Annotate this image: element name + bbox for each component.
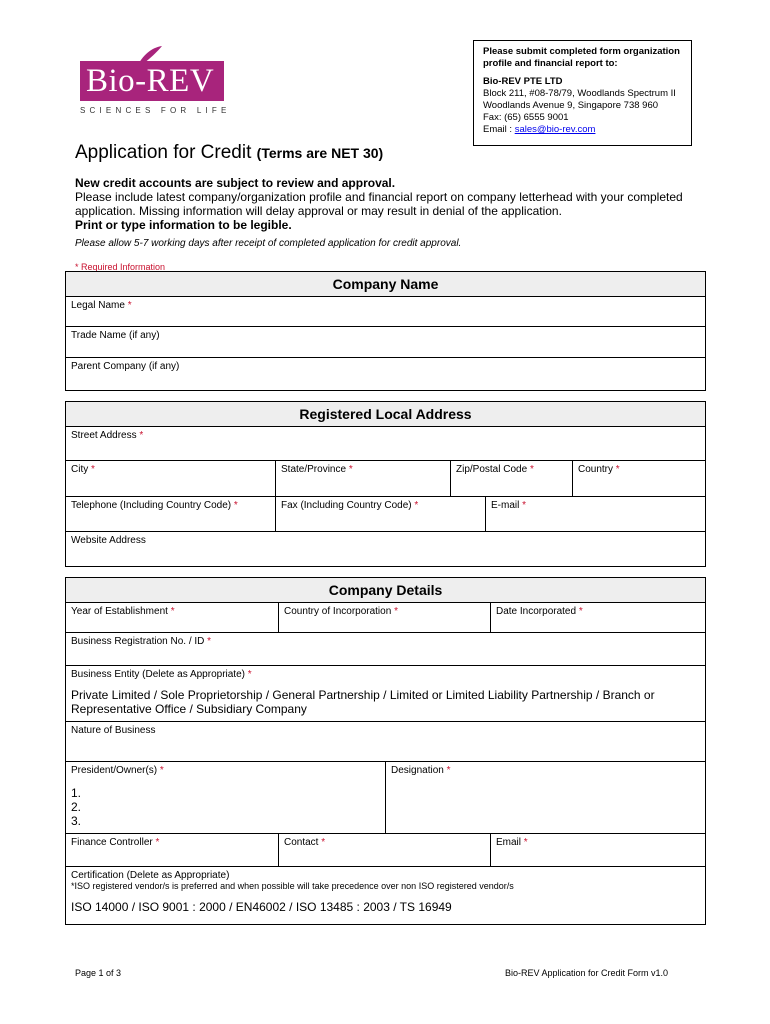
nature-row: [66, 722, 705, 762]
zip-field[interactable]: Zip/Postal Code *: [451, 461, 573, 496]
submit-address-2: Woodlands Avenue 9, Singapore 738 960: [483, 100, 659, 111]
intro-line-3: Print or type information to be legible.: [75, 218, 292, 232]
owner-list-1: 1.: [71, 786, 82, 800]
trade-name-field[interactable]: Trade Name (if any): [71, 330, 160, 341]
state-field[interactable]: State/Province *: [276, 461, 451, 496]
date-incorporated-field[interactable]: Date Incorporated *: [496, 606, 583, 617]
intro-line-1: New credit accounts are subject to review and approval.: [75, 176, 396, 190]
submit-company: Bio-REV PTE LTD: [483, 76, 563, 87]
country-field[interactable]: Country *: [578, 464, 620, 475]
trade-name-row: [66, 327, 705, 358]
owner-list-3: 3.: [71, 814, 82, 828]
submission-info-box: [473, 40, 692, 146]
finance-email-field[interactable]: Email *: [496, 837, 528, 848]
president-owner-field[interactable]: President/Owner(s) * 1. 2. 3.: [66, 762, 386, 833]
submit-email-link[interactable]: sales@bio-rev.com: [514, 124, 596, 135]
parent-company-row: [66, 358, 705, 390]
page-number: Page 1 of 3: [75, 968, 122, 978]
certification-field[interactable]: [66, 867, 705, 924]
finance-row: [66, 834, 705, 867]
city-field[interactable]: City *: [66, 461, 276, 496]
entity-row: [66, 666, 705, 722]
telephone-field[interactable]: Telephone (Including Country Code) *: [66, 497, 276, 531]
street-address-field[interactable]: Street Address *: [71, 430, 144, 441]
page-title: [75, 142, 383, 164]
president-row: [66, 762, 705, 834]
email-field[interactable]: E-mail *: [491, 500, 527, 511]
street-row: [66, 427, 705, 461]
legal-name-row: [66, 297, 705, 327]
intro-line-2: Please include latest company/organization profile and financial report on company letterhead with your completed application. Missing information will delay approval or may result in denial of the application.: [75, 190, 683, 218]
logo-name: Bio-REV: [80, 61, 224, 101]
year-established-field[interactable]: Year of Establishment *: [66, 603, 279, 632]
intro-text: [75, 176, 695, 232]
submit-address-1: Block 211, #08-78/79, Woodlands Spectrum II: [483, 88, 676, 99]
website-field[interactable]: Website Address: [71, 535, 146, 546]
company-name-heading: Company Name: [66, 272, 705, 297]
registered-address-section: [65, 401, 706, 567]
registered-address-heading: Registered Local Address: [66, 402, 705, 427]
nature-of-business-field[interactable]: Nature of Business: [71, 725, 156, 736]
certification-label: Certification (Delete as Appropriate): [71, 870, 230, 881]
logo-tagline: SCIENCES FOR LIFE: [80, 106, 231, 115]
submit-email-label: Email :: [483, 124, 515, 135]
form-version: Bio-REV Application for Credit Form v1.0: [505, 968, 669, 978]
submit-email-line: [483, 124, 682, 136]
fax-field[interactable]: Fax (Including Country Code) *: [276, 497, 486, 531]
owner-list-2: 2.: [71, 800, 82, 814]
city-row: [66, 461, 705, 497]
iso-note: *ISO registered vendor/s is preferred and when possible will take precedence over non ISO registered vendor/s: [71, 881, 514, 891]
bio-rev-logo: [76, 43, 232, 121]
title-sub: (Terms are NET 30): [256, 145, 384, 161]
legal-name-field[interactable]: Legal Name *: [71, 300, 132, 311]
business-entity-field[interactable]: Business Entity (Delete as Appropriate) * Private Limited / Sole Proprietorship / General Partnership / Limited or Limited Liability Partnership / Branch or Representative Office / Subsidiary Company: [66, 666, 705, 721]
business-registration-field[interactable]: Business Registration No. / ID *: [71, 636, 212, 647]
certification-row: [66, 867, 705, 924]
company-details-heading: Company Details: [66, 578, 705, 603]
finance-controller-field[interactable]: Finance Controller *: [66, 834, 279, 866]
company-details-section: [65, 577, 706, 925]
company-name-section: [65, 271, 706, 391]
contact-field[interactable]: Contact *: [279, 834, 491, 866]
required-note: * Required Information: [75, 262, 166, 272]
designation-field[interactable]: Designation *: [391, 765, 451, 776]
phone-row: [66, 497, 705, 532]
website-row: [66, 532, 705, 566]
approval-note: Please allow 5-7 working days after receipt of completed application for credit approval.: [75, 238, 462, 249]
title-main: Application for Credit: [75, 142, 252, 163]
submit-heading: Please submit completed form organization profile and financial report to:: [483, 46, 680, 69]
parent-company-field[interactable]: Parent Company (if any): [71, 361, 180, 372]
brn-row: [66, 633, 705, 666]
establishment-row: [66, 603, 705, 633]
submit-fax: Fax: (65) 6555 9001: [483, 112, 569, 123]
country-incorporation-field[interactable]: Country of Incorporation *: [279, 603, 491, 632]
entity-options: Private Limited / Sole Proprietorship / General Partnership / Limited or Limited Liability Partnership / Branch or Representative Office / Subsidiary Company: [71, 688, 655, 716]
iso-options: ISO 14000 / ISO 9001 : 2000 / EN46002 / ISO 13485 : 2003 / TS 16949: [71, 900, 452, 914]
